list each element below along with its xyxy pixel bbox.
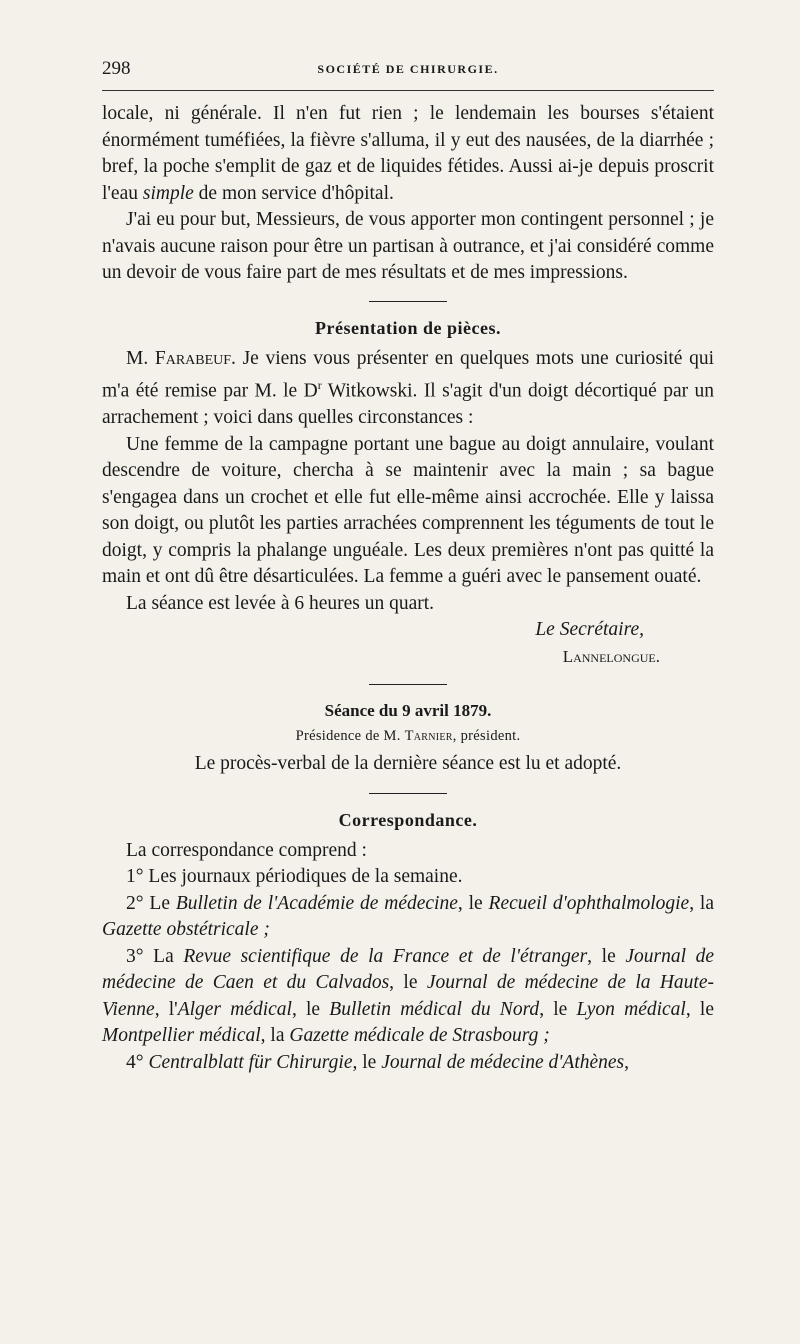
presentation-paragraph-2: Une femme de la campagne portant une bague au doigt annulaire, voulant descendre de voiture, chercha à se maintenir avec la main ; sa bague s'engagea dans un crochet et elle fut elle-même ainsi accrochée. Elle y laissa son doigt, ou plutôt les parties arrachées comprennent les téguments de tout le doigt, y compris la phalange unguéale. Les deux premières n'ont pas quitté la main et ont dû être désarticulées. La femme a guéri avec le pansement ouaté. bbox=[102, 433, 714, 587]
seance-closing: La séance est levée à 6 heures un quart. bbox=[126, 592, 435, 614]
speaker-name: M. Farabeuf. bbox=[126, 347, 236, 369]
presentation-heading: Présentation de pièces. bbox=[315, 317, 501, 338]
session-title: Séance du 9 avril 1879. bbox=[324, 700, 492, 720]
intro-paragraph-2: J'ai eu pour but, Messieurs, de vous apporter mon contingent personnel ; je n'avais aucune raison pour être un partisan à outrance, et j'ai considéré comme un devoir de vous faire part de mes résultats et de mes impressions. bbox=[102, 209, 714, 283]
header-rule bbox=[102, 90, 714, 91]
correspondance-item-1: 1° Les journaux périodiques de la semaine. bbox=[126, 866, 463, 887]
section-divider bbox=[369, 684, 447, 685]
section-divider bbox=[369, 301, 447, 302]
signature-role: Le Secrétaire, bbox=[535, 619, 644, 640]
page-number: 298 bbox=[102, 58, 131, 79]
proces-verbal: Le procès-verbal de la dernière séance est lu et adopté. bbox=[194, 752, 622, 774]
running-title: SOCIÉTÉ DE CHIRURGIE. bbox=[317, 62, 499, 76]
section-divider bbox=[369, 793, 447, 794]
running-head bbox=[102, 58, 714, 90]
correspondance-item-4: 4° Centralblatt für Chirurgie, le Journal de médecine d'Athènes, bbox=[126, 1051, 630, 1073]
document-page bbox=[102, 58, 714, 1076]
presentation-paragraph-1: M. Farabeuf. Je viens vous présenter en quelques mots une curiosité qui m'a été remise par M. le $D^r$ Witkowski. Il s'agit d'un doigt décortiqué par un arrachement ; voici dans quelles circonstances : bbox=[102, 347, 714, 428]
signature-name: Lannelongue. bbox=[562, 646, 660, 666]
correspondance-intro: La correspondance comprend : bbox=[126, 839, 367, 861]
correspondance-item-2: 2° Le Bulletin de l'Académie de médecine, le Recueil d'ophthalmologie, la Gazette obstétricale ; bbox=[102, 892, 715, 940]
correspondance-heading: Correspondance. bbox=[338, 809, 478, 830]
correspondance-item-3: 3° La Revue scientifique de la France et de l'étranger, le Journal de médecine de Caen et du Calvados, le Journal de médecine de la Haute-Vienne, l'Alger médical, le Bulletin médical du Nord, le Lyon médical, le Montpellier médical, la Gazette médicale de Strasbourg ; bbox=[102, 945, 714, 1046]
intro-paragraph-1: locale, ni générale. Il n'en fut rien ; le lendemain les bourses s'étaient énormément tuméfiées, la fièvre s'alluma, il y eut des nausées, de la diarrhée ; bref, la poche s'emplit de gaz et de liquides fétides. Aussi ai-je depuis proscrit l'eau simple de mon service d'hôpital. bbox=[102, 103, 714, 204]
presidence-line: Présidence de M. Tarnier, président. bbox=[295, 727, 521, 744]
